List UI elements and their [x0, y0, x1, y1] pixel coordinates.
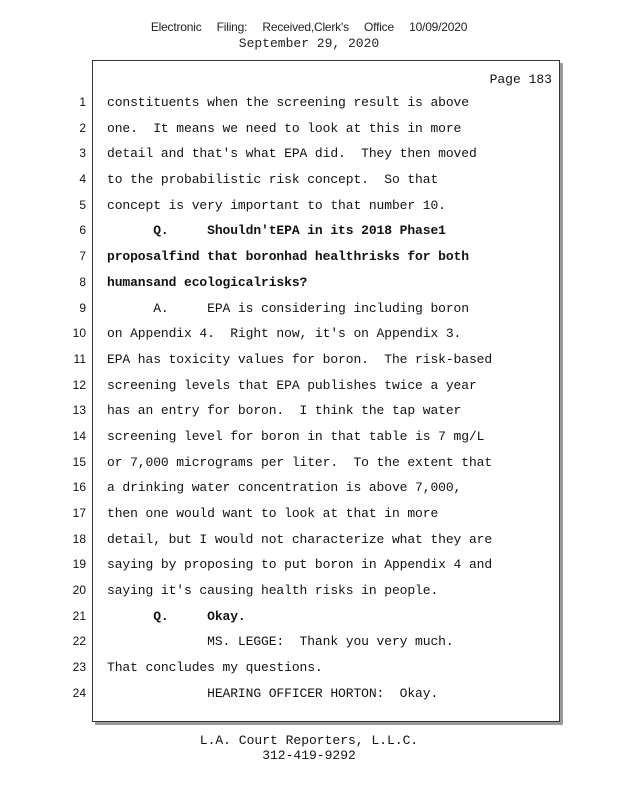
- transcript-line: MS. LEGGE: Thank you very much.: [107, 634, 454, 650]
- line-number: 10: [72, 326, 86, 341]
- transcript-line: detail and that's what EPA did. They then moved: [107, 146, 477, 162]
- stamp-office: Office: [364, 20, 394, 34]
- transcript-line: concept is very important to that number 10.: [107, 197, 446, 213]
- line-number: 22: [72, 634, 86, 649]
- line-number: 21: [72, 608, 86, 623]
- transcript-text: [107, 90, 547, 707]
- line-number: 6: [79, 223, 86, 238]
- transcript-line: or 7,000 micrograms per liter. To the extent that: [107, 454, 493, 470]
- transcript-line: constituents when the screening result is above: [107, 95, 469, 110]
- line-number-column: [60, 90, 86, 707]
- line-number: 17: [72, 506, 86, 520]
- line-number: 7: [79, 249, 86, 264]
- line-number: 20: [72, 583, 86, 598]
- transcript-line: has an entry for boron. I think the tap water: [107, 403, 462, 419]
- stamp-date: 10/09/2020: [409, 20, 468, 34]
- court-reporter-footer: [0, 733, 618, 763]
- line-number: 13: [72, 403, 86, 418]
- line-number: 1: [79, 95, 86, 109]
- transcript-line: saying it's causing health risks in people.: [107, 583, 439, 599]
- transcript-line: proposalfind that boronhad healthrisks for both: [107, 249, 469, 265]
- transcript-line: EPA has toxicity values for boron. The risk-based: [107, 351, 493, 367]
- transcript-line: saying by proposing to put boron in Appendix 4 and: [107, 557, 493, 573]
- transcript-line: to the probabilistic risk concept. So that: [107, 172, 439, 188]
- transcript-line: screening level for boron in that table is 7 mg/L: [107, 428, 485, 444]
- line-number: 9: [79, 300, 86, 315]
- line-number: 4: [79, 172, 86, 187]
- transcript-line: detail, but I would not characterize what they are: [107, 531, 493, 547]
- transcript-line: humansand ecologicalrisks?: [107, 274, 308, 290]
- transcript-line: on Appendix 4. Right now, it's on Appendix 3.: [107, 326, 462, 342]
- transcript-line: HEARING OFFICER HORTON: Okay.: [107, 685, 439, 701]
- line-number: 15: [72, 454, 86, 469]
- page-number: Page 183: [489, 72, 552, 87]
- line-number: 8: [79, 274, 86, 289]
- transcript-line: Q. Okay.: [107, 608, 246, 624]
- line-number: 19: [72, 557, 86, 572]
- transcript-line: Q. Shouldn'tEPA in its 2018 Phase1: [107, 223, 446, 239]
- court-reporter-name: L.A. Court Reporters, L.L.C.: [199, 733, 419, 748]
- transcript-line: screening levels that EPA publishes twice a year: [107, 377, 477, 393]
- transcript-line: one. It means we need to look at this in more: [107, 120, 462, 136]
- court-reporter-phone: 312-419-9292: [262, 748, 356, 763]
- transcript-line: A. EPA is considering including boron: [107, 300, 469, 316]
- line-number: 18: [72, 531, 86, 546]
- line-number: 24: [72, 685, 86, 700]
- stamp-received: Received,Clerk's: [262, 20, 349, 34]
- line-number: 16: [72, 480, 86, 495]
- transcript-line: That concludes my questions.: [107, 660, 323, 676]
- line-number: 12: [72, 377, 86, 392]
- line-number: 11: [73, 351, 86, 366]
- stamp-filing: Filing:: [216, 20, 248, 34]
- stamp-electronic: Electronic: [150, 20, 202, 34]
- hearing-date: September 29, 2020: [238, 36, 380, 51]
- transcript-line: a drinking water concentration is above 7,000,: [107, 480, 462, 496]
- line-number: 5: [79, 197, 86, 212]
- line-number: 23: [72, 660, 86, 675]
- transcript-line: then one would want to look at that in more: [107, 506, 439, 521]
- line-number: 2: [79, 120, 86, 135]
- electronic-filing-stamp: [0, 20, 618, 34]
- line-number: 14: [72, 428, 86, 443]
- line-number: 3: [79, 146, 86, 161]
